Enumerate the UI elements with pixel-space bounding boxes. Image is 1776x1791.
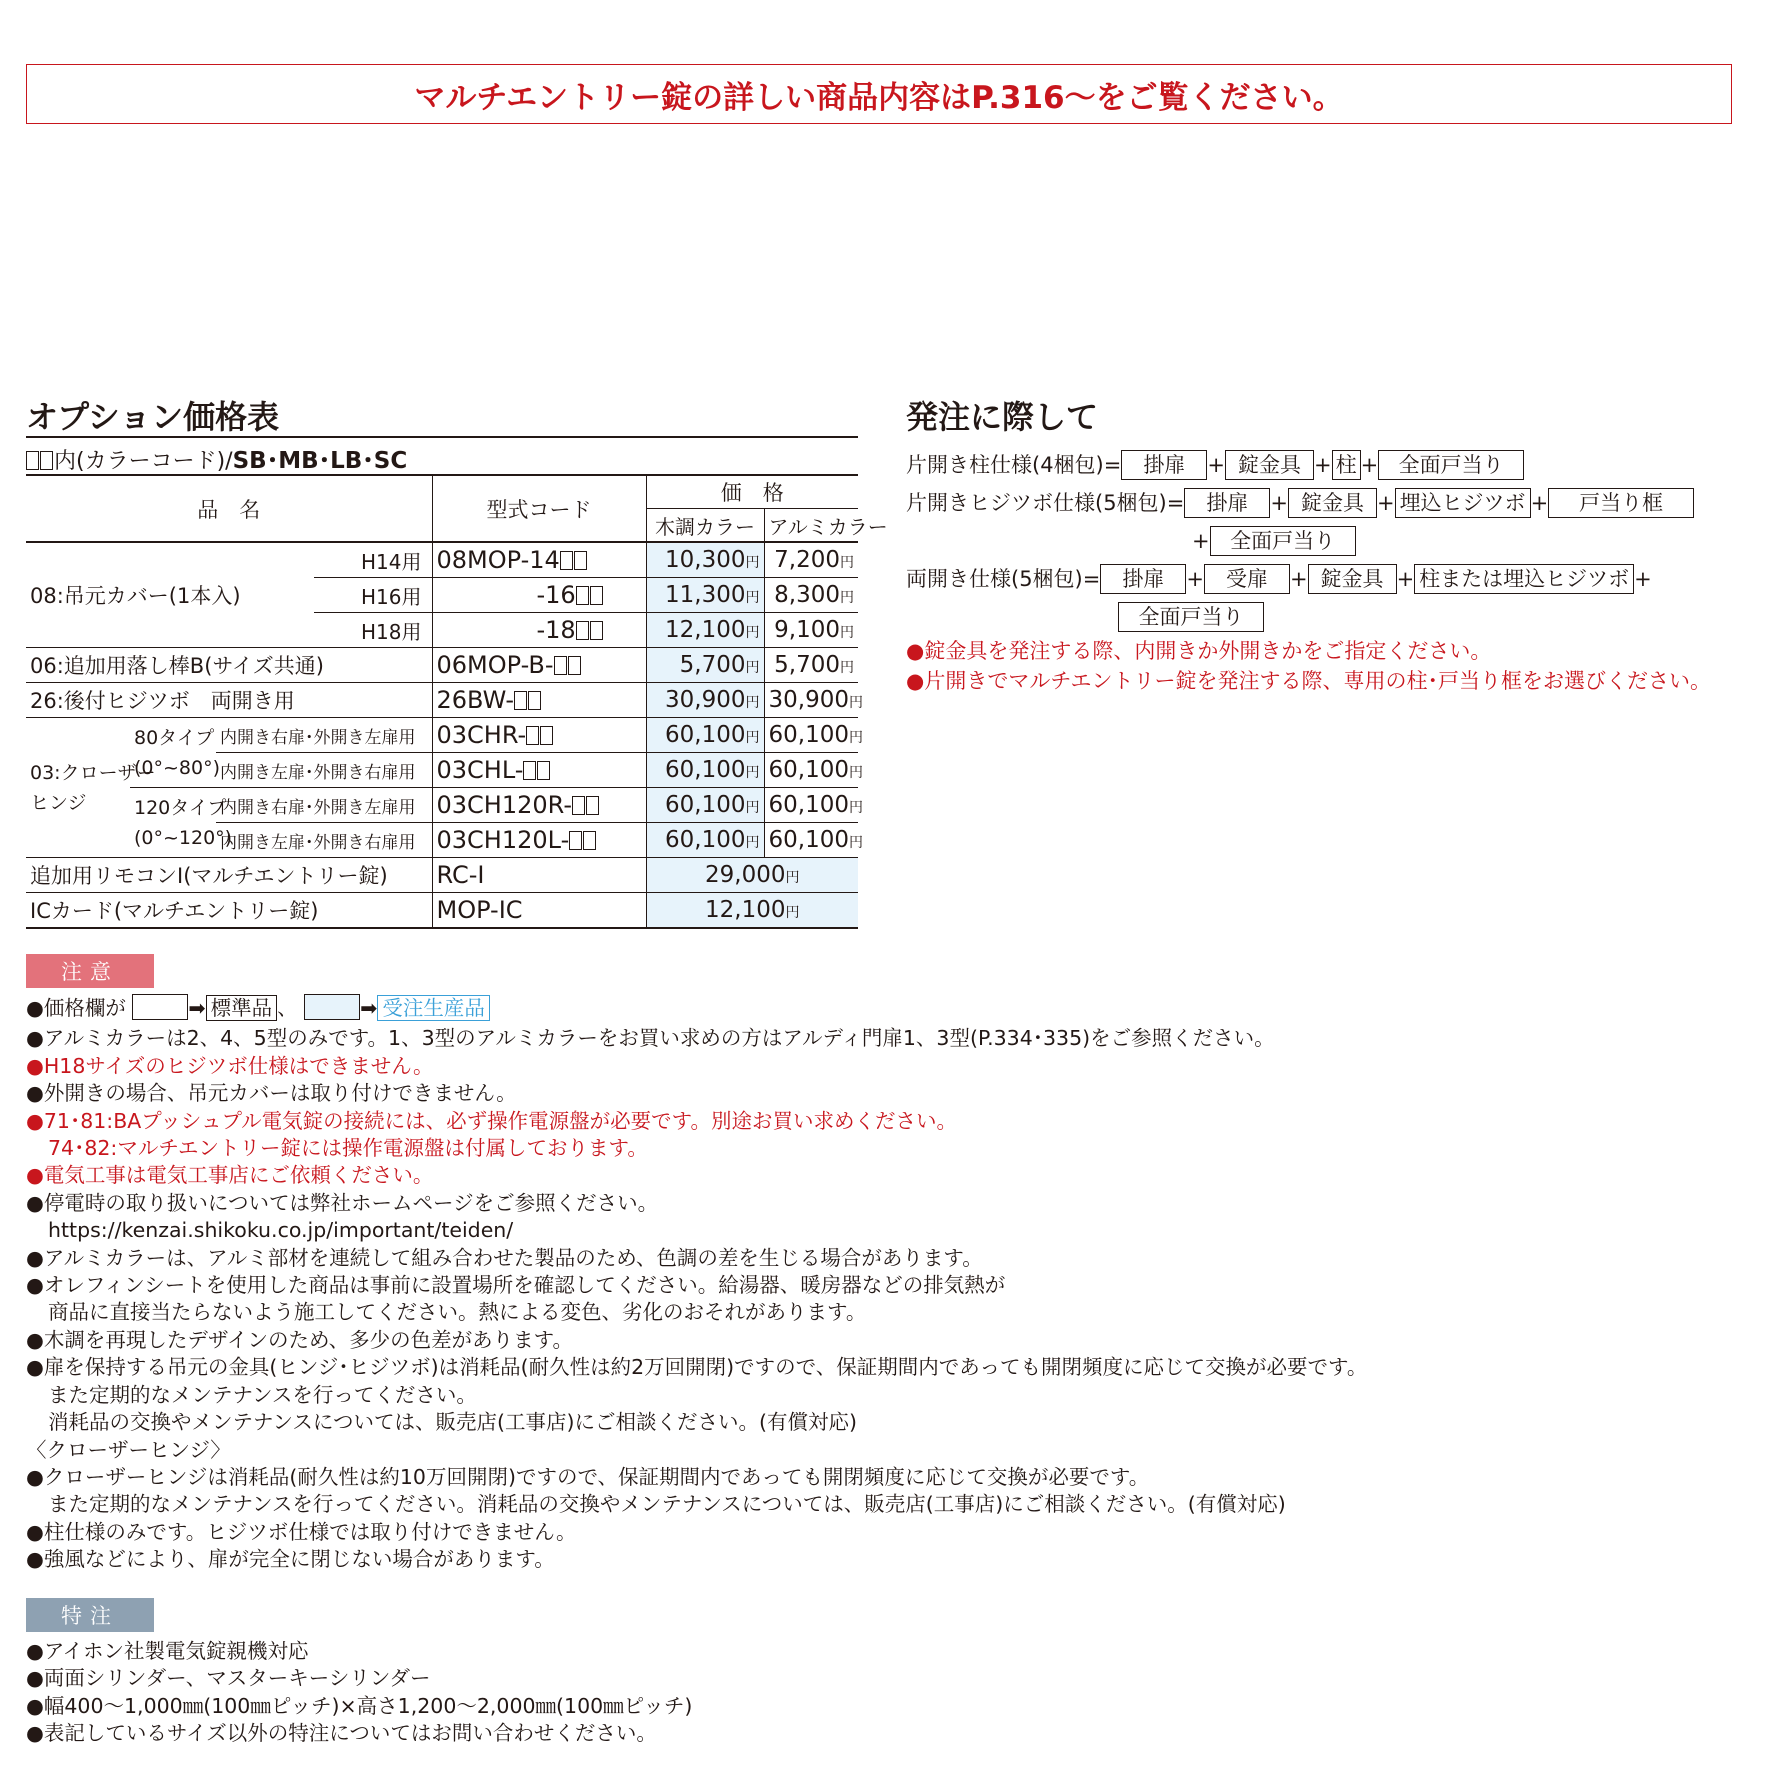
item-code: 03CH120L-: [432, 823, 646, 858]
table-row: [26, 648, 858, 683]
blank-box-icon: [523, 761, 536, 780]
part-box: 全面戸当り: [1118, 602, 1264, 632]
blank-box-icon: [583, 831, 596, 850]
caution-line: ●柱仕様のみです。ヒジツボ仕様では取り付けできません。: [26, 1519, 577, 1544]
standard-label: 標準品: [206, 995, 278, 1021]
header-price: 価 格: [646, 475, 858, 509]
part-box: 掛扉: [1100, 564, 1186, 594]
wood-price: 30,900円: [646, 683, 764, 718]
single-pivot-spec: 片開きヒジツボ仕様(5梱包)= 掛扉 + 錠金具 + 埋込ヒジツボ + 戸当り框: [906, 484, 1756, 522]
part-box: 掛扉: [1121, 450, 1207, 480]
part-box: 錠金具: [1225, 450, 1314, 480]
wood-price: 11,300円: [646, 578, 764, 613]
part-box: 戸当り框: [1548, 488, 1694, 518]
item-name: ICカード(マルチエントリー錠): [26, 893, 432, 929]
special-line: ●アイホン社製電気錠親機対応: [26, 1639, 309, 1663]
caution-line: 商品に直接当たらないよう施工してください。熱による変色、劣化のおそれがあります。: [48, 1300, 867, 1325]
order-note: ●片開きでマルチエントリー錠を発注する際、専用の柱･戸当り框をお選びください。: [906, 669, 1711, 693]
blank-box-icon: [586, 796, 599, 815]
alumi-price: 60,100円: [764, 788, 858, 823]
caution-line: ●オレフィンシートを使用した商品は事前に設置場所を確認してください。給湯器、暖房器などの排気熱が: [26, 1273, 1006, 1298]
type-80: 80タイプ (0°~80°): [130, 718, 216, 788]
alumi-price: 30,900円: [764, 683, 858, 718]
table-row: [26, 893, 858, 929]
alumi-price: 9,100円: [764, 613, 858, 648]
white-swatch: [132, 994, 188, 1020]
wood-price: 10,300円: [646, 542, 764, 578]
item-name: 08:吊元カバー(1本入): [26, 542, 314, 648]
item-code: 08MOP-14: [432, 542, 646, 578]
table-row: [26, 683, 858, 718]
made-to-order-label: 受注生産品: [377, 995, 490, 1021]
caution-tag: 注意: [26, 954, 154, 988]
caution-line: ●外開きの場合、吊元カバーは取り付けできません。: [26, 1081, 517, 1106]
caution-line: 消耗品の交換やメンテナンスについては、販売店(工事店)にご相談ください。(有償対応): [48, 1410, 857, 1435]
caution-line: ●停電時の取り扱いについては弊社ホームページをご参照ください。: [26, 1190, 659, 1215]
blank-box-icon: [537, 761, 550, 780]
special-line: ●両面シリンダー、マスターキーシリンダー: [26, 1666, 431, 1691]
blank-box-icon: [569, 831, 582, 850]
caution-line: ●H18サイズのヒジツボ仕様はできません。: [26, 1053, 434, 1078]
type-120: 120タイプ (0°~120°): [130, 788, 216, 858]
header-name: 品 名: [26, 475, 432, 542]
alumi-price: 8,300円: [764, 578, 858, 613]
table-row: [26, 858, 858, 893]
alumi-price: 7,200円: [764, 542, 858, 578]
caution-line: ●アルミカラーは2、4、5型のみです。1、3型のアルミカラーをお買い求めの方はアルディ門扉1、3型(P.334･335)をご参照ください。: [26, 1026, 1275, 1051]
caution-line: 74･82:マルチエントリー錠には操作電源盤は付属しております。: [48, 1136, 648, 1161]
item-code: 26BW-: [432, 683, 646, 718]
item-name: 追加用リモコンI(マルチエントリー錠): [26, 858, 432, 893]
item-size: H16用: [314, 578, 432, 613]
item-spec: 内開き左扉･外開き右扉用: [216, 823, 432, 858]
item-spec: 内開き左扉･外開き右扉用: [216, 753, 432, 788]
item-code: 06MOP-B-: [432, 648, 646, 683]
caution-line: ●71･81:BAプッシュプル電気錠の接続には、必ず操作電源盤が必要です。別途お買い求めください。: [26, 1108, 957, 1133]
item-spec: 内開き右扉･外開き左扉用: [216, 718, 432, 753]
part-box: 柱または埋込ヒジツボ: [1414, 564, 1634, 594]
wood-price: 12,100円: [646, 613, 764, 648]
special-order-notes: [26, 1638, 692, 1748]
item-size: H14用: [314, 542, 432, 578]
blank-box-icon: [572, 796, 585, 815]
legend-line: ●価格欄が ➡ 標準品 、 ➡ 受注生産品: [26, 994, 1746, 1022]
table-row: [26, 718, 858, 753]
blank-box-icon: [554, 656, 567, 675]
wood-price: 60,100円: [646, 788, 764, 823]
blank-box-icon: [576, 621, 589, 640]
caution-line: ●クローザーヒンジは消耗品(耐久性は約10万回開閉)ですので、保証期間内であっても開閉頻度に応じて交換が必要です。: [26, 1464, 1150, 1489]
part-box: 錠金具: [1288, 488, 1377, 518]
wood-price: 60,100円: [646, 718, 764, 753]
item-name: 03:クローザー ヒンジ: [26, 718, 130, 858]
item-code: -16: [432, 578, 646, 613]
blue-swatch: [304, 994, 360, 1020]
item-code: 03CHL-: [432, 753, 646, 788]
option-price-title: オプション価格表: [26, 398, 280, 436]
common-price: 12,100円: [646, 893, 858, 929]
part-box: 全面戸当り: [1378, 450, 1524, 480]
wood-price: 60,100円: [646, 823, 764, 858]
special-order-tag: 特注: [26, 1598, 154, 1632]
caution-line: また定期的なメンテナンスを行ってください。消耗品の交換やメンテナンスについては、販売店(工事店)にご相談ください。(有償対応): [48, 1492, 1286, 1517]
order-title: 発注に際して: [906, 398, 1099, 436]
blank-box-icon: [514, 691, 527, 710]
blank-box-icon: [568, 656, 581, 675]
part-box: 全面戸当り: [1210, 526, 1356, 556]
order-note: ●錠金具を発注する際、内開きか外開きかをご指定ください。: [906, 639, 1492, 663]
blank-box-icon: [26, 451, 39, 470]
wood-price: 60,100円: [646, 753, 764, 788]
table-row: [26, 542, 858, 578]
header-code: 型式コード: [432, 475, 646, 542]
double-spec: 両開き仕様(5梱包)= 掛扉 + 受扉 + 錠金具 + 柱または埋込ヒジツボ +: [906, 560, 1756, 598]
closer-hinge-heading: 〈クローザーヒンジ〉: [26, 1437, 231, 1462]
item-code: RC-I: [432, 858, 646, 893]
caution-line: ●アルミカラーは、アルミ部材を連続して組み合わせた製品のため、色調の差を生じる場合があります。: [26, 1245, 983, 1270]
header-wood-color: 木調カラー: [646, 509, 764, 543]
wood-price: 5,700円: [646, 648, 764, 683]
item-code: 03CH120R-: [432, 788, 646, 823]
special-line: ●幅400～1,000㎜(100㎜ピッチ)×高さ1,200～2,000㎜(100㎜ピッチ): [26, 1693, 693, 1718]
color-code-subtitle: 内(カラーコード)/SB･MB･LB･SC: [26, 442, 407, 475]
common-price: 29,000円: [646, 858, 858, 893]
part-box: 柱: [1332, 450, 1361, 480]
blank-box-icon: [576, 586, 589, 605]
blank-box-icon: [590, 586, 603, 605]
caution-line: ●電気工事は電気工事店にご依頼ください。: [26, 1163, 434, 1188]
alumi-price: 60,100円: [764, 718, 858, 753]
order-specs: [906, 446, 1756, 696]
item-name: 06:追加用落し棒B(サイズ共通): [26, 648, 432, 683]
blank-box-icon: [40, 451, 53, 470]
alumi-price: 60,100円: [764, 753, 858, 788]
caution-notes: [26, 994, 1746, 1574]
caution-line: ●扉を保持する吊元の金具(ヒンジ･ヒジツボ)は消耗品(耐久性は約2万回開閉)ですので、保証期間内であっても開閉頻度に応じて交換が必要です。: [26, 1355, 1368, 1380]
part-box: 掛扉: [1184, 488, 1270, 518]
part-box: 受扉: [1204, 564, 1290, 594]
blank-box-icon: [574, 551, 587, 570]
item-code: 03CHR-: [432, 718, 646, 753]
option-price-table: [26, 474, 888, 929]
blank-box-icon: [560, 551, 573, 570]
item-size: H18用: [314, 613, 432, 648]
single-pivot-spec-cont: + 全面戸当り: [906, 522, 1756, 560]
blank-box-icon: [540, 726, 553, 745]
double-spec-cont: [906, 598, 1756, 636]
item-code: -18: [432, 613, 646, 648]
item-spec: 内開き右扉･外開き左扉用: [216, 788, 432, 823]
item-name: 26:後付ヒジツボ 両開き用: [26, 683, 432, 718]
caution-line: ●木調を再現したデザインのため、多少の色差があります。: [26, 1327, 573, 1352]
blank-box-icon: [526, 726, 539, 745]
homepage-url: https://kenzai.shikoku.co.jp/important/teiden/: [48, 1218, 514, 1243]
alumi-price: 5,700円: [764, 648, 858, 683]
caution-line: また定期的なメンテナンスを行ってください。: [48, 1382, 477, 1407]
blank-box-icon: [590, 621, 603, 640]
alumi-price: 60,100円: [764, 823, 858, 858]
header-alumi-color: アルミカラー: [764, 509, 858, 543]
title-rule: [26, 436, 858, 438]
table-row: [26, 788, 858, 823]
catalog-reference-banner: マルチエントリー錠の詳しい商品内容はP.316～をご覧ください。: [26, 64, 1732, 124]
single-post-spec: 片開き柱仕様(4梱包)= 掛扉 + 錠金具 + 柱 + 全面戸当り: [906, 446, 1756, 484]
caution-line: ●強風などにより、扉が完全に閉じない場合があります。: [26, 1547, 555, 1572]
blank-box-icon: [528, 691, 541, 710]
part-box: 錠金具: [1308, 564, 1397, 594]
item-code: MOP-IC: [432, 893, 646, 929]
part-box: 埋込ヒジツボ: [1395, 488, 1531, 518]
special-line: ●表記しているサイズ以外の特注についてはお問い合わせください。: [26, 1721, 657, 1746]
